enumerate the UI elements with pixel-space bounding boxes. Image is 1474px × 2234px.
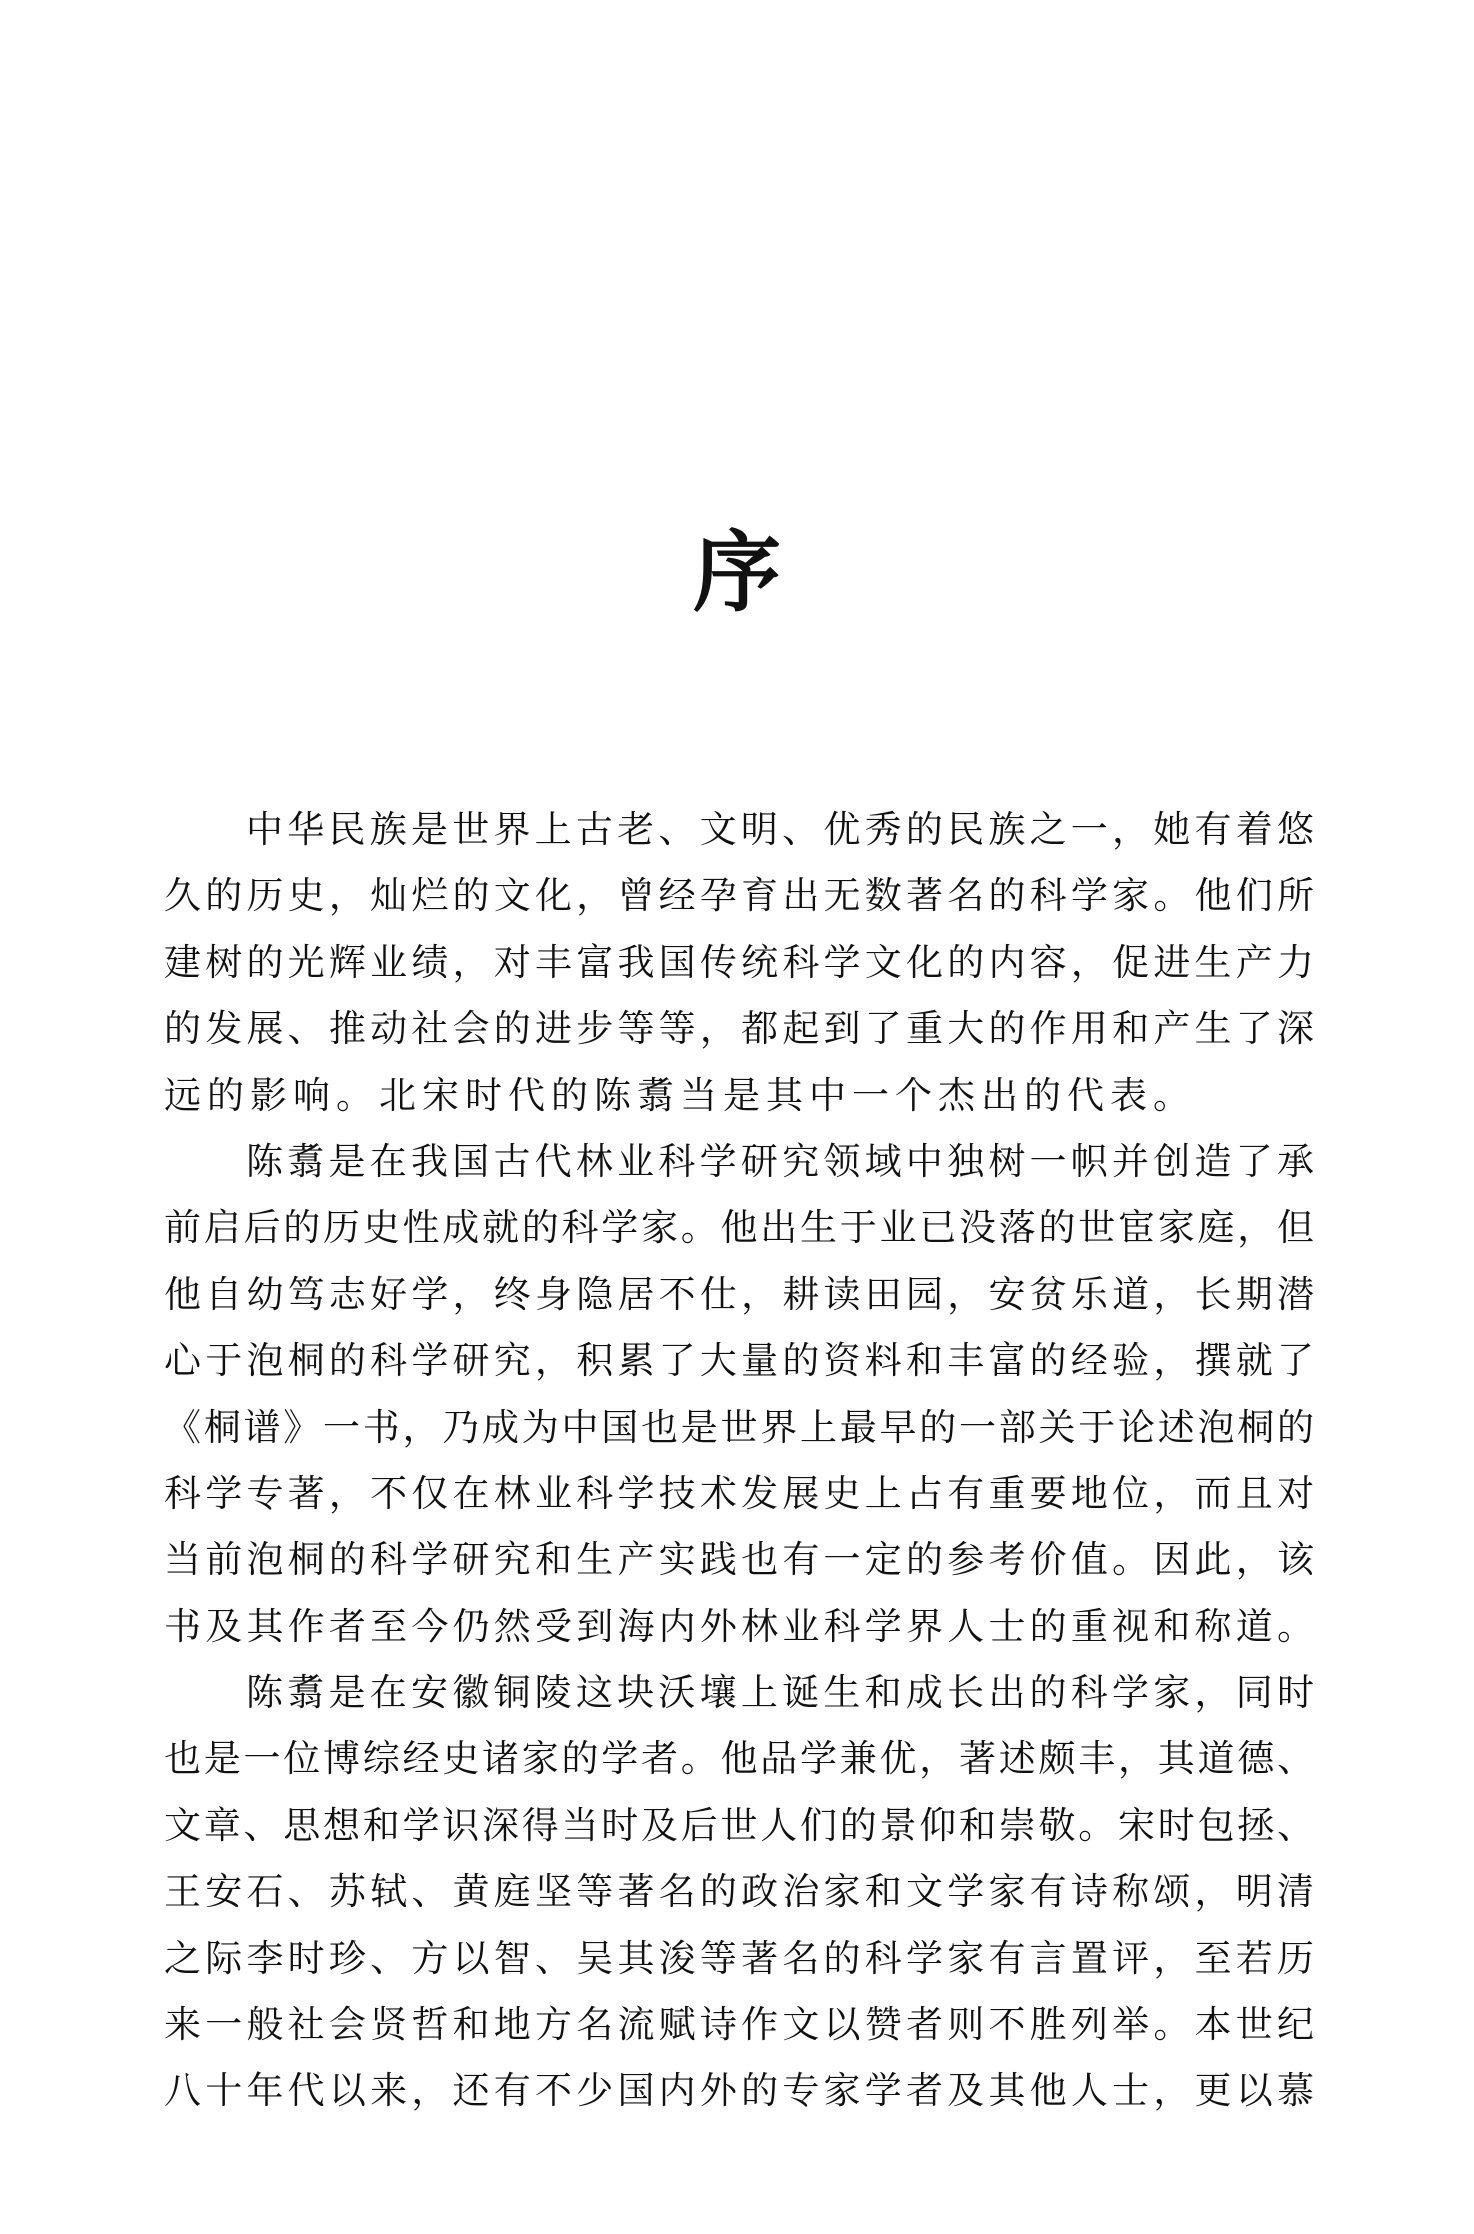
paragraph-3-line-6: 来一般社会贤哲和地方名流赋诗作文以赞者则不胜列举。本世纪 — [164, 2003, 1314, 2047]
paragraph-2-line-6: 科学专著，不仅在林业科学技术发展史上占有重要地位，而且对 — [164, 1471, 1314, 1515]
preface-body — [164, 797, 1314, 2125]
paragraph-2-line-8: 书及其作者至今仍然受到海内外林业科学界人士的重视和称道。 — [164, 1604, 1314, 1648]
paragraph-3-line-2: 也是一位博综经史诸家的学者。他品学兼优，著述颇丰，其道德、 — [164, 1737, 1314, 1781]
paragraph-1-line-5: 远的影响。北宋时代的陈翥当是其中一个杰出的代表。 — [164, 1073, 1196, 1117]
paragraph-1-line-3: 建树的光辉业绩，对丰富我国传统科学文化的内容，促进生产力 — [164, 940, 1314, 984]
paragraph-2-line-3: 他自幼笃志好学，终身隐居不仕，耕读田园，安贫乐道，长期潜 — [164, 1272, 1314, 1316]
paragraph-3-line-5: 之际李时珍、方以智、吴其浚等著名的科学家有言置评，至若历 — [164, 1936, 1314, 1980]
paragraph-3-line-4: 王安石、苏轼、黄庭坚等著名的政治家和文学家有诗称颂，明清 — [164, 1870, 1314, 1914]
paragraph-1-line-1: 中华民族是世界上古老、文明、优秀的民族之一，她有着悠 — [246, 808, 1314, 851]
paragraph-2-line-2: 前启后的历史性成就的科学家。他出生于业已没落的世宦家庭，但 — [164, 1206, 1314, 1250]
paragraph-1-line-4: 的发展、推动社会的进步等等，都起到了重大的作用和产生了深 — [164, 1007, 1314, 1051]
paragraph-2-line-1: 陈翥是在我国古代林业科学研究领域中独树一帜并创造了承 — [246, 1139, 1314, 1183]
paragraph-2-line-4: 心于泡桐的科学研究，积累了大量的资料和丰富的经验，撰就了 — [164, 1339, 1314, 1383]
paragraph-3-line-7: 八十年代以来，还有不少国内外的专家学者及其他人士，更以慕 — [164, 2069, 1314, 2113]
page-title: 序 — [692, 520, 781, 624]
paragraph-3-line-3: 文章、思想和学识深得当时及后世人们的景仰和崇敬。宋时包拯、 — [164, 1803, 1314, 1847]
paragraph-2-line-7: 当前泡桐的科学研究和生产实践也有一定的参考价值。因此，该 — [164, 1538, 1314, 1582]
paragraph-3-line-1: 陈翥是在安徽铜陵这块沃壤上诞生和成长出的科学家，同时 — [246, 1671, 1314, 1715]
paragraph-1-line-2: 久的历史，灿烂的文化，曾经孕育出无数著名的科学家。他们所 — [164, 874, 1314, 918]
paragraph-2-line-5: 《桐谱》一书，乃成为中国也是世界上最早的一部关于论述泡桐的 — [164, 1405, 1314, 1449]
